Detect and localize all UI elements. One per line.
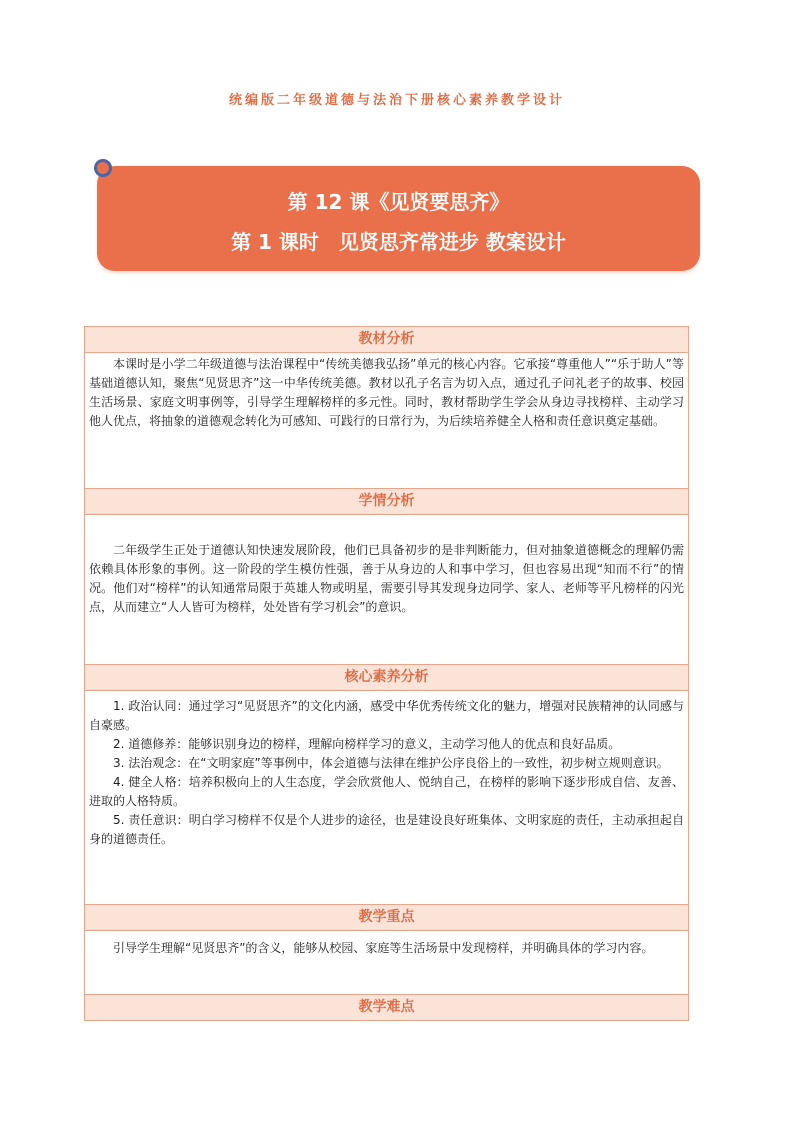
core-literacy-item-3: 3. 法治观念：在“文明家庭”等事例中，体会道德与法律在维护公序良俗上的一致性，初步树立规则意识。 (113, 756, 669, 770)
lesson-subtitle: 第 1 课时 见贤思齐常进步 教案设计 (231, 230, 566, 254)
core-literacy-item-2: 2. 道德修养：能够识别身边的榜样，理解向榜样学习的意义，主动学习他人的优点和良好品质。 (113, 737, 621, 751)
section-title-core-literacy: 核心素养分析 (85, 665, 688, 691)
section-title-teaching-focus: 教学重点 (85, 905, 688, 931)
section-body-textbook-analysis (85, 353, 688, 489)
textbook-analysis-text: 本课时是小学二年级道德与法治课程中“传统美德我弘扬”单元的核心内容。它承接“尊重他人”“乐于助人”等基础道德认知，聚焦“见贤思齐”这一中华传统美德。教材以孔子名言为切入点，通过孔子问礼老子的故事、校园生活场景、家庭文明事例等，引导学生理解榜样的多元性。同时，教材帮助学生学会从身边寻找榜样、主动学习他人优点，将抽象的道德观念转化为可感知、可践行的日常行为，为后续培养健全人格和责任意识奠定基础。 (89, 357, 684, 428)
student-analysis-text: 二年级学生正处于道德认知快速发展阶段，他们已具备初步的是非判断能力，但对抽象道德概念的理解仍需依赖具体形象的事例。这一阶段的学生模仿性强，善于从身边的人和事中学习，但也容易出现“知而不行”的情况。他们对“榜样”的认知通常局限于英雄人物或明星，需要引导其发现身边同学、家人、老师等平凡榜样的闪光点，从而建立“人人皆可为榜样，处处皆有学习机会”的意识。 (89, 543, 684, 614)
section-body-teaching-focus (85, 931, 688, 995)
lesson-plan-table (84, 326, 689, 1021)
section-title-teaching-difficulty: 教学难点 (85, 995, 688, 1020)
document-header: 统编版二年级道德与法治下册核心素养教学设计 (228, 93, 565, 108)
core-literacy-item-5: 5. 责任意识：明白学习榜样不仅是个人进步的途径，也是建设良好班集体、文明家庭的责任，主动承担起自身的道德责任。 (89, 813, 684, 846)
section-body-core-literacy (85, 691, 688, 905)
teaching-focus-text: 引导学生理解“见贤思齐”的含义，能够从校园、家庭等生活场景中发现榜样，并明确具体的学习内容。 (113, 941, 654, 955)
section-title-student-analysis: 学情分析 (85, 489, 688, 515)
core-literacy-item-1: 1. 政治认同：通过学习“见贤思齐”的文化内涵，感受中华优秀传统文化的魅力，增强对民族精神的认同感与自豪感。 (89, 699, 684, 732)
decorative-circle-icon (94, 159, 112, 177)
section-title-textbook-analysis: 教材分析 (85, 327, 688, 353)
core-literacy-item-4: 4. 健全人格：培养积极向上的人生态度，学会欣赏他人、悦纳自己，在榜样的影响下逐步形成自信、友善、进取的人格特质。 (89, 775, 684, 808)
title-banner (97, 166, 700, 271)
section-body-student-analysis (85, 515, 688, 665)
lesson-title: 第 12 课《见贤要思齐》 (287, 190, 510, 214)
